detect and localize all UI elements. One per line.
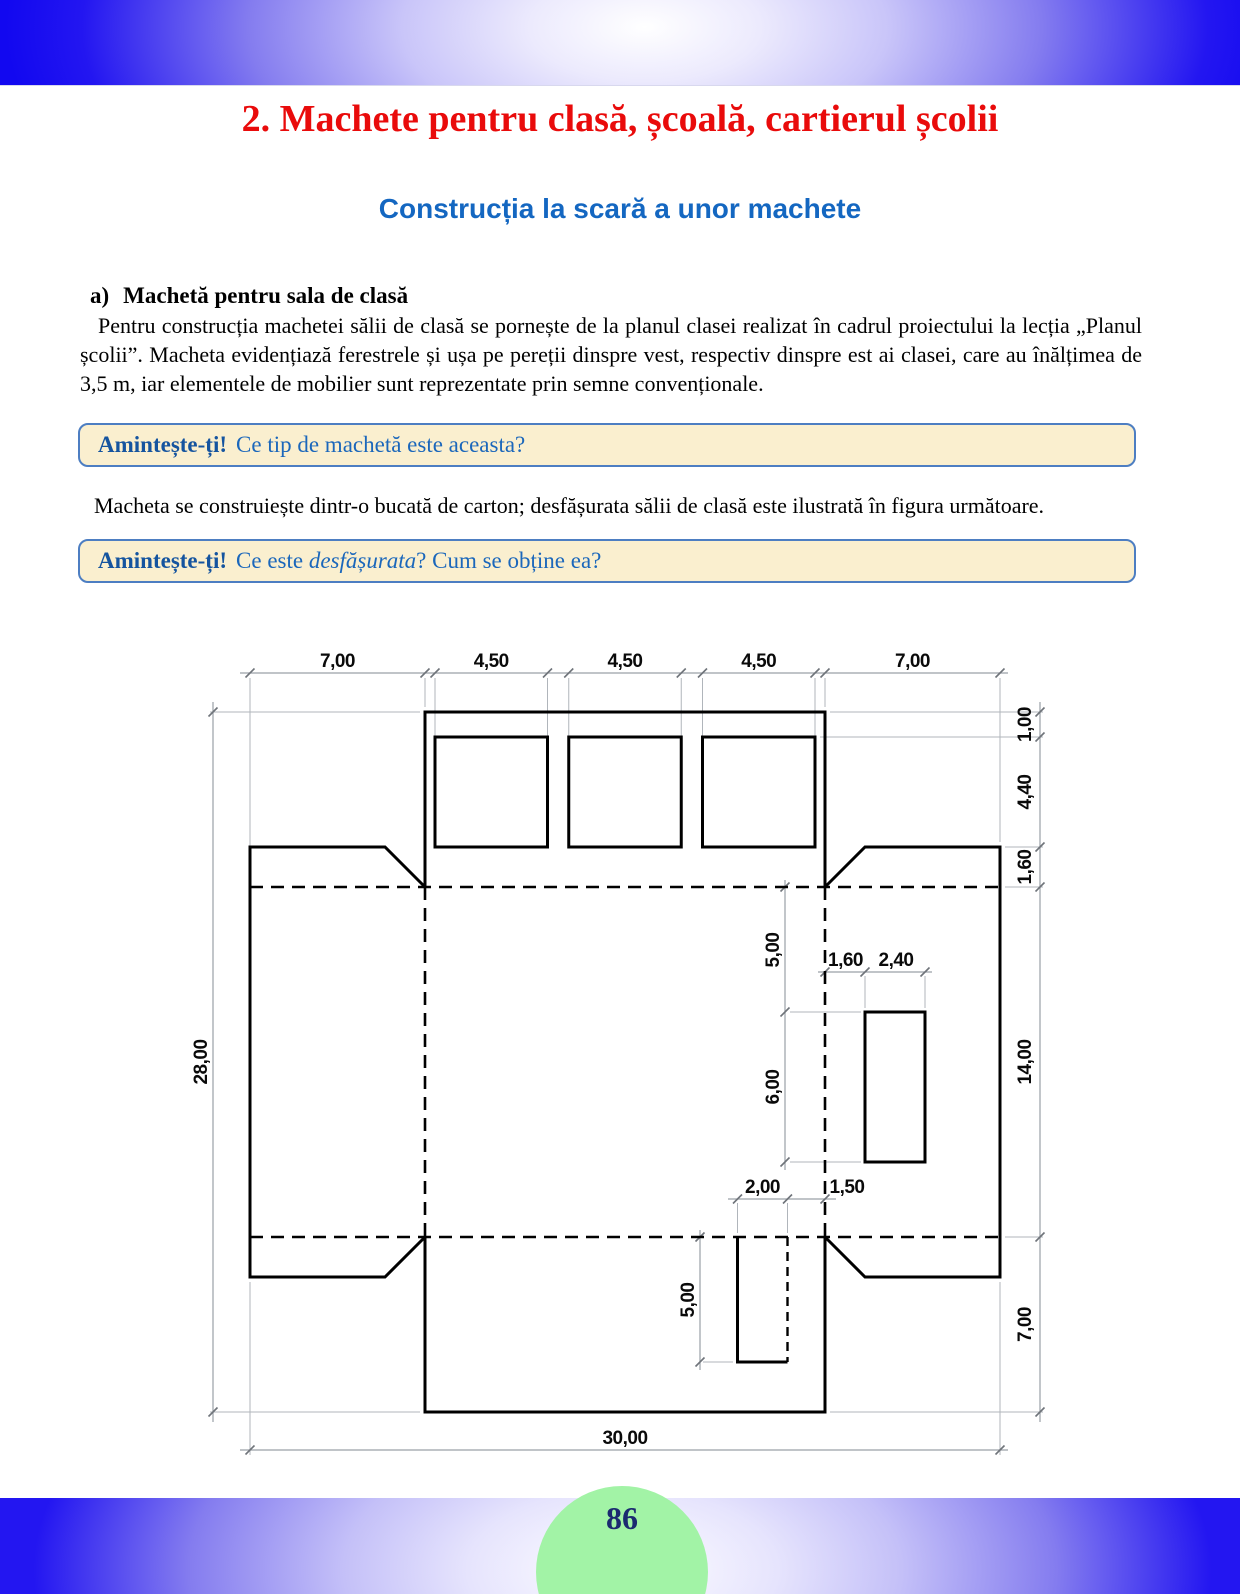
dim-label-top-5: 7,00 (895, 651, 930, 672)
south-door (738, 1237, 788, 1362)
dim-label-east-door-top: 5,00 (763, 932, 784, 968)
page-subtitle: Construcția la scară a unor machete (378, 193, 862, 224)
dim-label-bottom: 30,00 (602, 1428, 648, 1449)
dim-label-top-4: 4,50 (741, 651, 777, 672)
callout-italic-term: desfășurata (308, 548, 417, 573)
dim-label-east-door-height: 6,00 (763, 1069, 784, 1105)
dim-label-east-door-offset: 1,60 (828, 950, 863, 971)
window-rect-3 (703, 737, 816, 847)
dim-label-right-5: 7,00 (1015, 1307, 1036, 1342)
dim-label-south-door-width: 2,00 (745, 1177, 780, 1198)
dim-label-top-1: 7,00 (320, 651, 355, 672)
page-number: 86 (606, 1500, 638, 1536)
dim-label-right-1: 1,00 (1015, 707, 1036, 742)
callout-box-1 (78, 423, 1136, 467)
section-label: a) (90, 283, 110, 308)
dim-label-right-4: 14,00 (1015, 1039, 1036, 1085)
dim-label-top-3: 4,50 (607, 651, 643, 672)
classroom-net-diagram (190, 640, 1080, 1470)
callout-text: Ce este desfășurata? Cum se obține ea? (236, 548, 602, 573)
page-number-circle (536, 1486, 708, 1594)
west-wall-flap (250, 847, 425, 1277)
callout-lead: Amintește-ți! (98, 432, 228, 457)
dim-label-right-3: 1,60 (1015, 849, 1036, 885)
section-heading (90, 283, 1142, 309)
callout-text: Ce tip de machetă este aceasta? (236, 432, 526, 457)
header-band (0, 0, 1240, 86)
dim-label-south-door-height: 5,00 (678, 1282, 699, 1318)
east-door (865, 1012, 925, 1162)
dim-label-south-door-gap: 1,50 (829, 1177, 865, 1198)
south-wall-flap (425, 1237, 825, 1412)
body-paragraph: Pentru construcția machetei sălii de clasă se pornește de la planul clasei realizat în cadrul proiectului la lecția „Planul școlii”. Macheta evidențiază ferestrele și ușa pe pereții dinspre vest, respectiv dinspre est ai clasei, care au înălțimea de 3,5 m, iar elementele de mobilier sunt reprezentate prin semne convenționale. (80, 313, 1142, 396)
note-paragraph: Macheta se construiește dintr-o bucată de carton; desfășurata sălii de clasă este ilustrată în figura următoare. (94, 493, 1045, 518)
callout-box-2 (78, 539, 1136, 583)
dim-label-east-door-width: 2,40 (878, 950, 914, 971)
section-heading-text: Machetă pentru sala de clasă (123, 283, 409, 308)
page-title: 2. Machete pentru clasă, școală, cartierul școlii (241, 98, 999, 140)
dim-label-left: 28,00 (191, 1039, 212, 1085)
callout-lead: Amintește-ți! (98, 548, 228, 573)
dim-label-right-2: 4,40 (1015, 774, 1036, 810)
window-rect-2 (569, 737, 682, 847)
dim-label-top-2: 4,50 (473, 651, 509, 672)
window-rect-1 (435, 737, 548, 847)
